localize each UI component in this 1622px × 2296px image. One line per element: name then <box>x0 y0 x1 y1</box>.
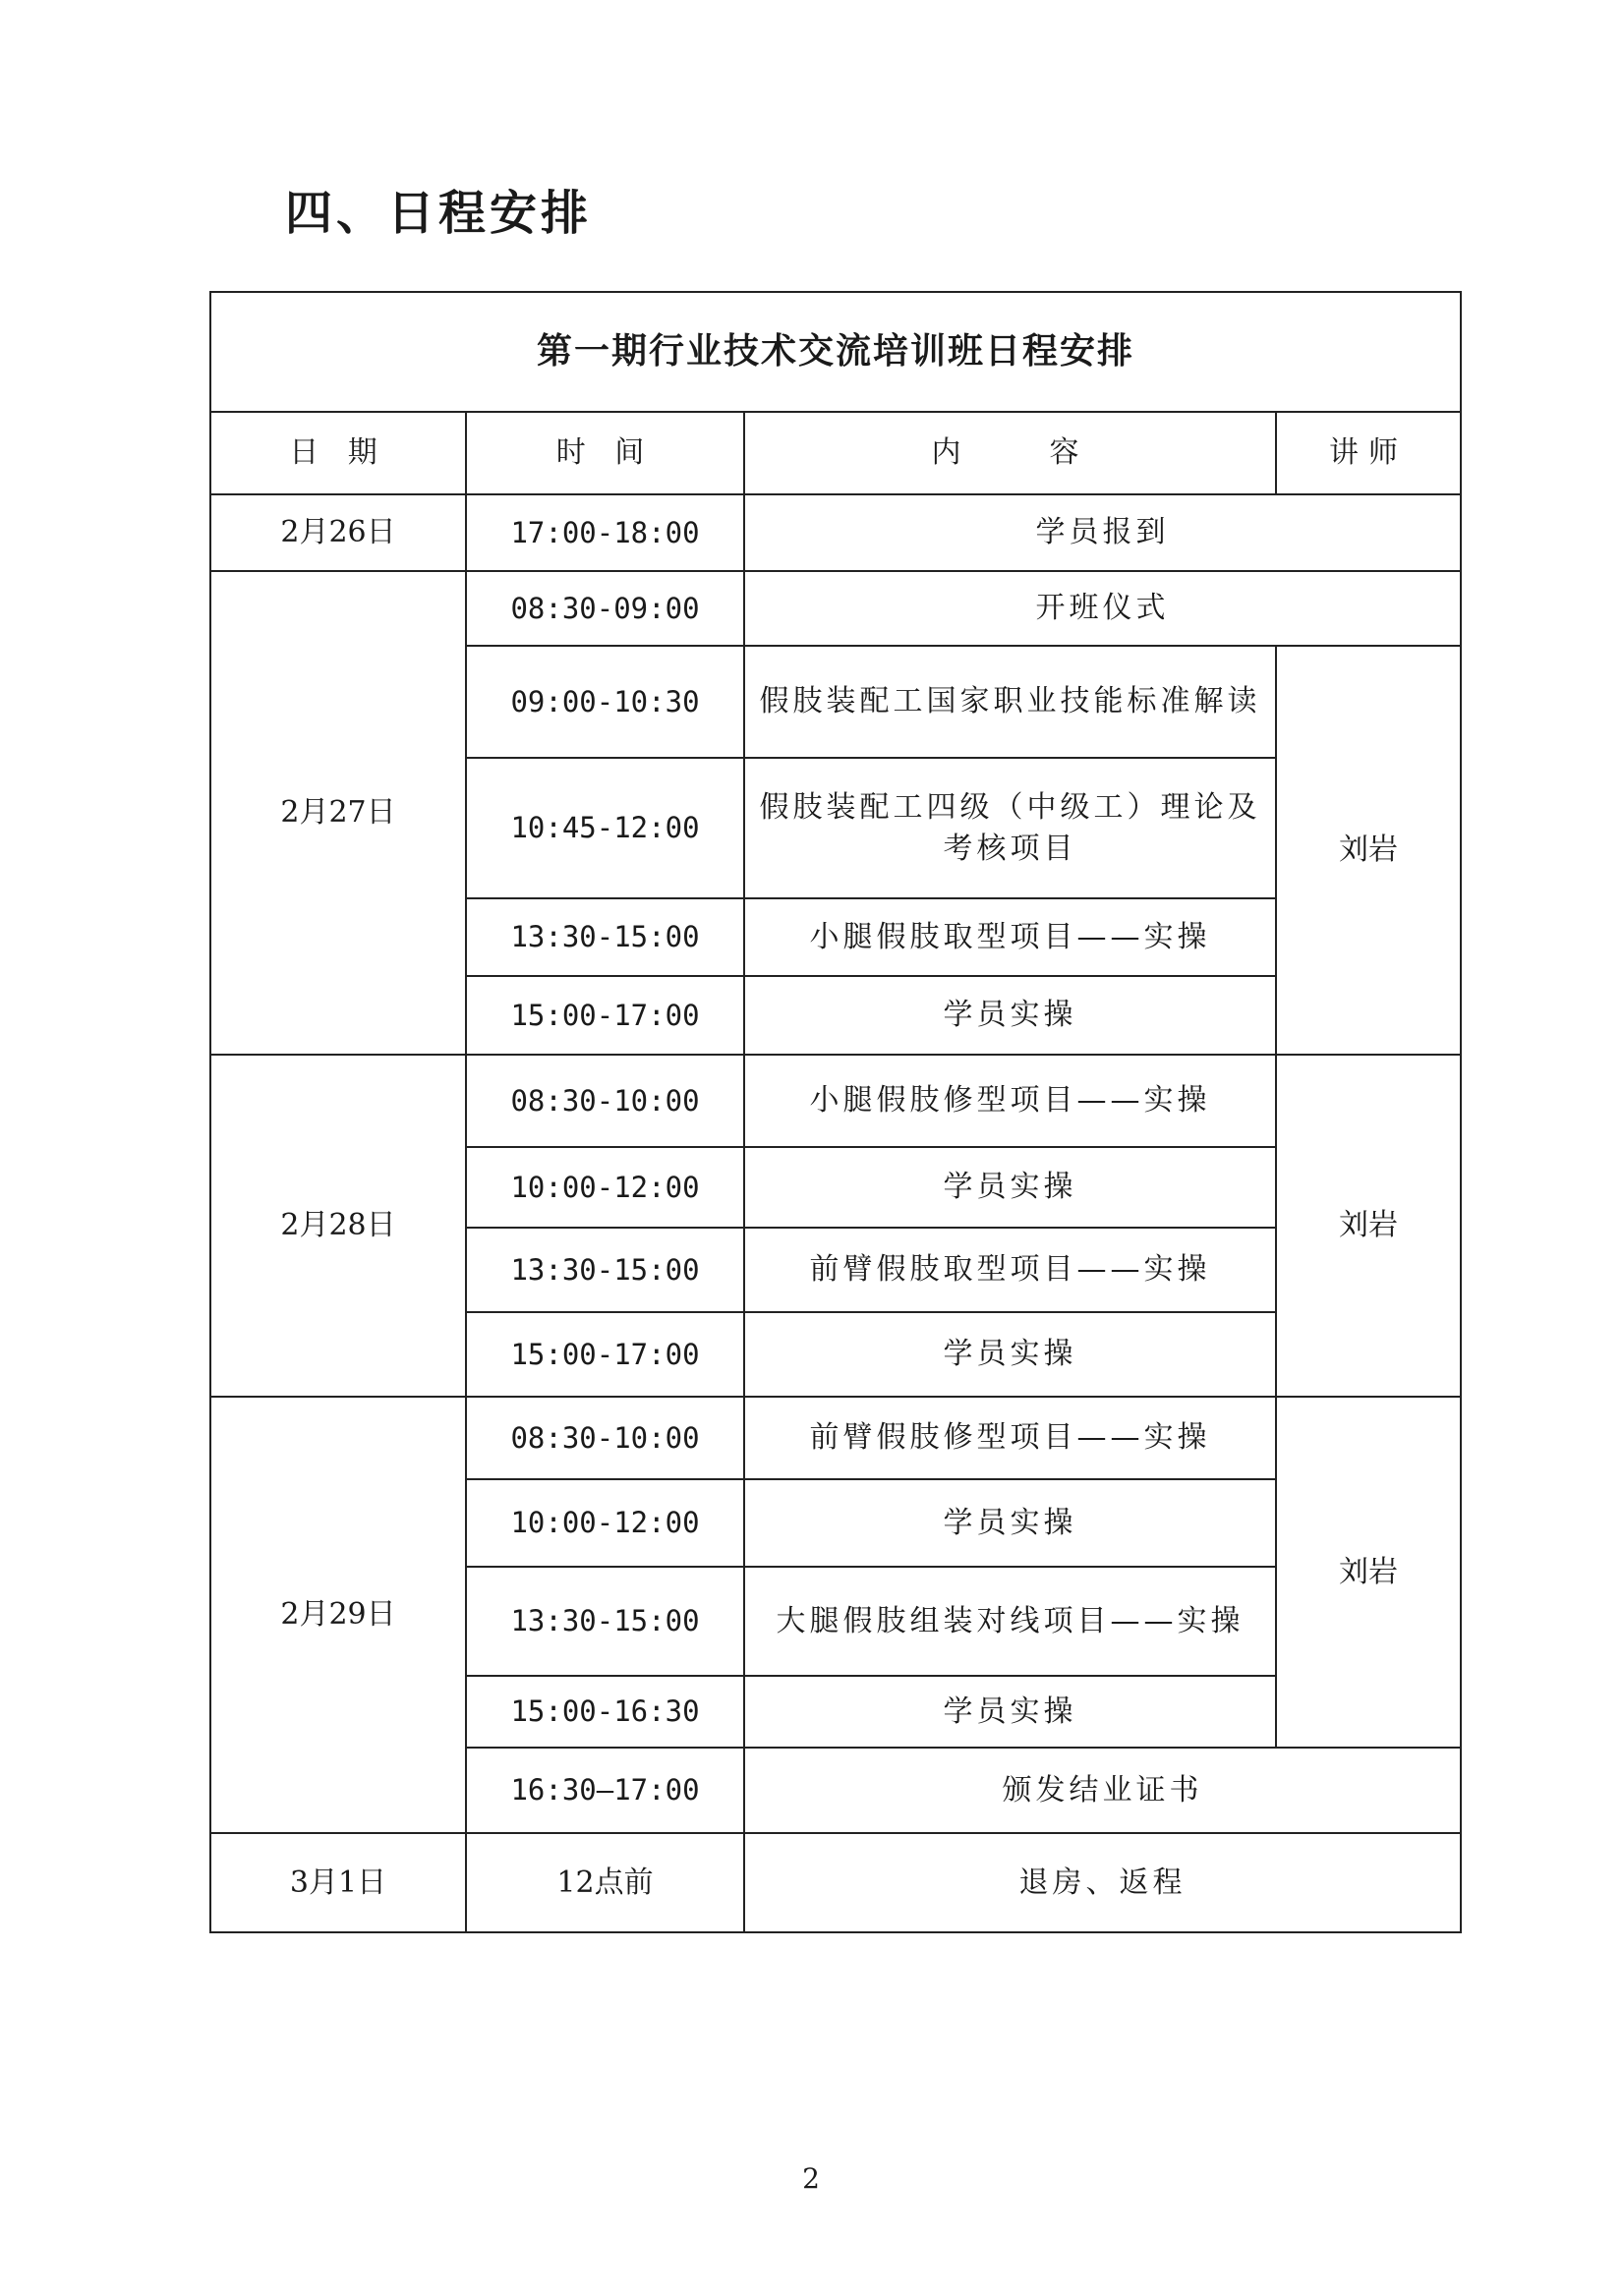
schedule-table <box>209 291 1462 1933</box>
content-cell: 小腿假肢取型项目——实操 <box>744 898 1276 976</box>
time-cell: 12点前 <box>466 1833 744 1932</box>
content-cell: 颁发结业证书 <box>744 1748 1461 1833</box>
content-cell: 前臂假肢取型项目——实操 <box>744 1228 1276 1312</box>
content-cell: 学员报到 <box>744 494 1461 571</box>
table-row <box>210 1397 1461 1479</box>
time-cell: 10:45-12:00 <box>466 758 744 898</box>
time-cell: 10:00-12:00 <box>466 1147 744 1228</box>
header-date: 日 期 <box>210 412 466 494</box>
date-cell: 2月27日 <box>210 571 466 1055</box>
table-header-row <box>210 412 1461 494</box>
time-cell: 09:00-10:30 <box>466 646 744 758</box>
header-content: 内 容 <box>744 412 1276 494</box>
table-row <box>210 571 1461 646</box>
content-cell: 学员实操 <box>744 976 1276 1055</box>
content-cell <box>744 758 1276 898</box>
time-cell: 10:00-12:00 <box>466 1479 744 1567</box>
date-cell: 2月28日 <box>210 1055 466 1397</box>
time-cell: 17:00-18:00 <box>466 494 744 571</box>
table-row <box>210 1055 1461 1147</box>
content-cell: 小腿假肢修型项目——实操 <box>744 1055 1276 1147</box>
content-cell: 学员实操 <box>744 1676 1276 1748</box>
date-cell: 3月1日 <box>210 1833 466 1932</box>
header-time: 时 间 <box>466 412 744 494</box>
content-cell <box>744 646 1276 758</box>
table-row <box>210 494 1461 571</box>
content-text: 假肢装配工国家职业技能标准解读 <box>759 684 1261 718</box>
date-cell: 2月26日 <box>210 494 466 571</box>
header-lecturer: 讲师 <box>1276 412 1461 494</box>
table-caption: 第一期行业技术交流培训班日程安排 <box>210 292 1461 412</box>
lecturer-cell: 刘岩 <box>1276 1397 1461 1748</box>
lecturer-cell: 刘岩 <box>1276 646 1461 1055</box>
time-cell: 15:00-17:00 <box>466 976 744 1055</box>
lecturer-cell: 刘岩 <box>1276 1055 1461 1397</box>
time-cell: 08:30-10:00 <box>466 1055 744 1147</box>
content-text: 假肢装配工四级（中级工）理论及考核项目 <box>759 789 1261 866</box>
time-cell: 15:00-16:30 <box>466 1676 744 1748</box>
content-cell: 学员实操 <box>744 1479 1276 1567</box>
content-cell: 退房、返程 <box>744 1833 1461 1932</box>
time-cell: 08:30-09:00 <box>466 571 744 646</box>
content-cell: 开班仪式 <box>744 571 1461 646</box>
content-cell: 学员实操 <box>744 1147 1276 1228</box>
table-row <box>210 1833 1461 1932</box>
time-cell: 13:30-15:00 <box>466 898 744 976</box>
time-cell: 15:00-17:00 <box>466 1312 744 1397</box>
content-cell: 前臂假肢修型项目——实操 <box>744 1397 1276 1479</box>
content-cell: 学员实操 <box>744 1312 1276 1397</box>
page-number: 2 <box>802 2162 820 2195</box>
time-cell: 16:30—17:00 <box>466 1748 744 1833</box>
section-heading: 四、日程安排 <box>285 186 593 241</box>
date-cell: 2月29日 <box>210 1397 466 1833</box>
time-cell: 08:30-10:00 <box>466 1397 744 1479</box>
time-cell: 13:30-15:00 <box>466 1567 744 1676</box>
content-cell: 大腿假肢组装对线项目——实操 <box>744 1567 1276 1676</box>
time-cell: 13:30-15:00 <box>466 1228 744 1312</box>
